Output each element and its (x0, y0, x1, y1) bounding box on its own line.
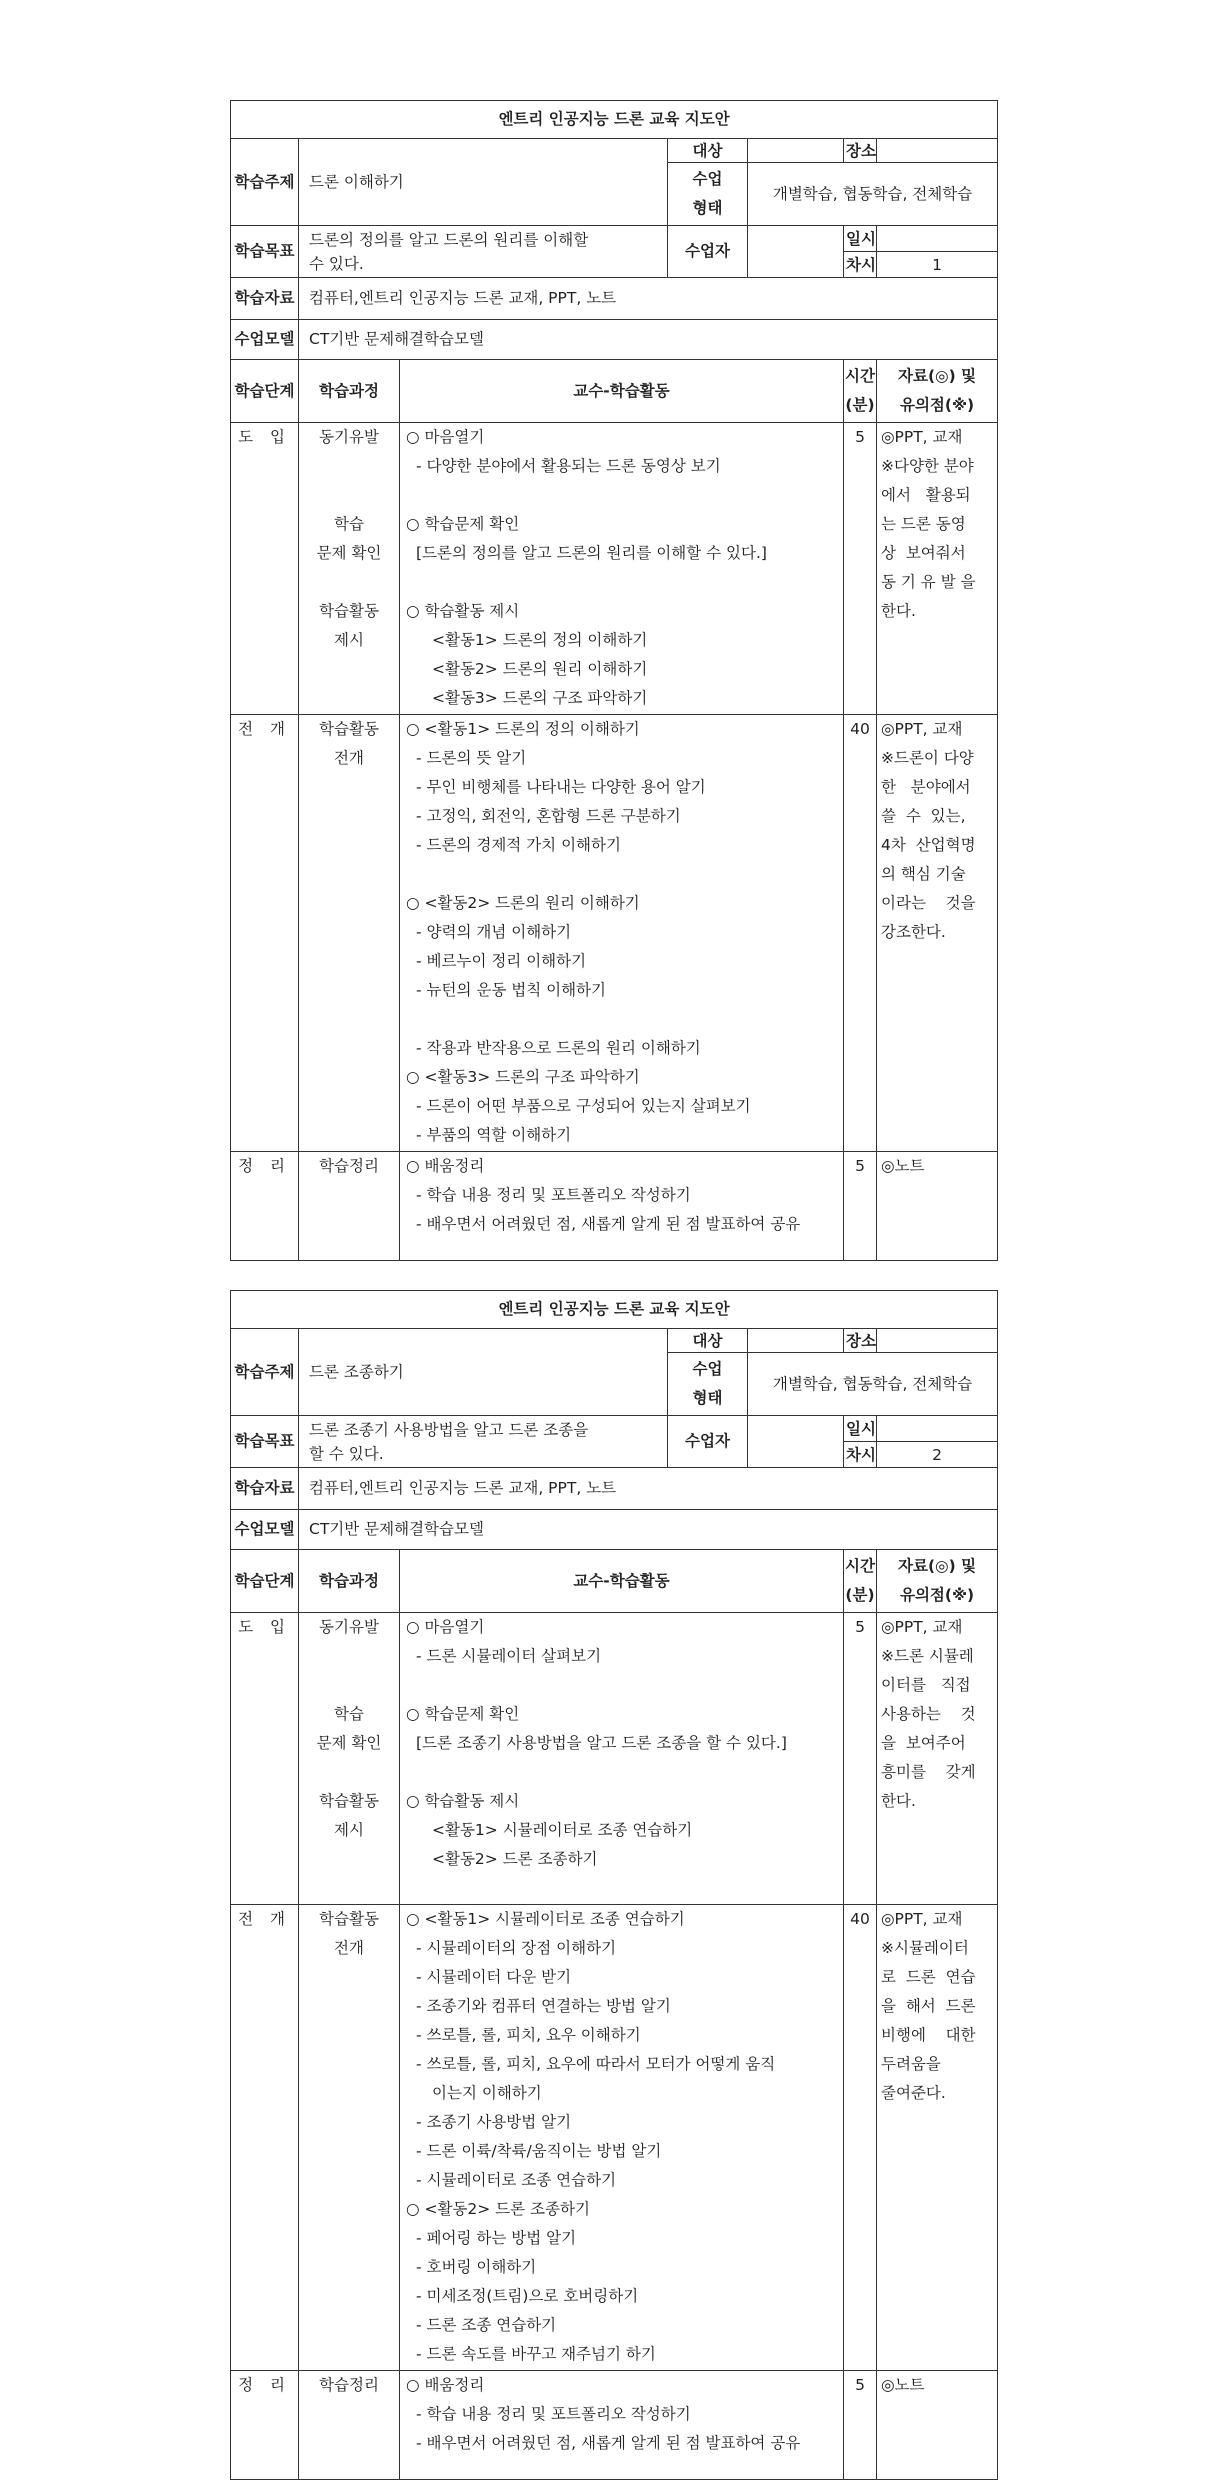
activity-line: - 드론의 경제적 가치 이해하기 (416, 836, 621, 854)
activity-line (406, 860, 837, 889)
header-line: (분) (845, 396, 875, 414)
activity-line: - 드론 이륙/착륙/움직이는 방법 알기 (416, 2142, 662, 2160)
place-value (877, 139, 998, 163)
form-label-line: 형태 (692, 199, 723, 217)
process-line (305, 452, 393, 481)
activity-line: ○ <활동1> 시뮬레이터로 조종 연습하기 (406, 1910, 685, 1928)
activity-cell (400, 423, 844, 715)
activity-line: - 학습 내용 정리 및 포트폴리오 작성하기 (416, 2405, 691, 2423)
note-line: 4차 산업혁명 (881, 836, 976, 854)
activity-line: <활동1> 드론의 정의 이해하기 (432, 631, 648, 649)
col-activity-header: 교수-학습활동 (400, 360, 844, 423)
activity-line (406, 1671, 837, 1700)
table-row (231, 1905, 998, 2371)
process-line: 학습활동 (319, 1910, 379, 1928)
note-line: ◎노트 (881, 1157, 925, 1175)
lesson-plan-table (230, 1290, 998, 2480)
activity-line: - 시뮬레이터의 장점 이해하기 (416, 1939, 617, 1957)
activity-line: - 다양한 분야에서 활용되는 드론 동영상 보기 (416, 457, 721, 475)
notes-cell (877, 1152, 998, 1261)
note-line: 비행에 대한 (881, 2026, 976, 2044)
note-line: 줄여준다. (881, 2084, 946, 2102)
session-label: 차시 (844, 1442, 877, 1468)
lesson-plan-2 (230, 1290, 997, 2480)
activity-line: [드론의 정의를 알고 드론의 원리를 이해할 수 있다.] (416, 544, 767, 562)
note-line: 쓸 수 있는, (881, 807, 966, 825)
activity-line: - 베르누이 정리 이해하기 (416, 952, 587, 970)
col-process-header: 학습과정 (299, 360, 400, 423)
activity-line: - 조종기와 컴퓨터 연결하는 방법 알기 (416, 1997, 671, 2015)
activity-line: <활동1> 시뮬레이터로 조종 연습하기 (432, 1821, 693, 1839)
note-line: 강조한다. (881, 923, 946, 941)
process-cell (299, 1905, 400, 2371)
note-line: 사용하는 것 (881, 1705, 976, 1723)
col-process-header: 학습과정 (299, 1550, 400, 1613)
process-line: 문제 확인 (316, 544, 382, 562)
note-line: 한다. (881, 1792, 916, 1810)
activity-line: - 배우면서 어려웠던 점, 새롭게 알게 된 점 발표하여 공유 (416, 1215, 801, 1233)
process-line: 학습활동 (319, 720, 379, 738)
activity-line: - 드론의 뜻 알기 (416, 749, 527, 767)
notes-cell (877, 715, 998, 1152)
process-line: 전개 (334, 749, 364, 767)
process-line: 학습활동 (319, 1792, 379, 1810)
stage-cell: 도 입 (231, 1613, 299, 1905)
process-line: 전개 (334, 1939, 364, 1957)
note-line: 흥미를 갖게 (881, 1763, 976, 1781)
teacher-label: 수업자 (668, 1416, 748, 1468)
note-line: ◎PPT, 교재 (881, 428, 963, 446)
process-cell (299, 2371, 400, 2480)
header-line: 자료(◎) 및 (898, 367, 977, 385)
stage-cell: 도 입 (231, 423, 299, 715)
model-label: 수업모델 (231, 320, 299, 360)
target-value (748, 1329, 844, 1353)
note-line: ※시뮬레이터 (881, 1939, 969, 1957)
activity-line: <활동3> 드론의 구조 파악하기 (432, 689, 648, 707)
goal-value (299, 226, 668, 278)
stage-cell: 전 개 (231, 1905, 299, 2371)
goal-value (299, 1416, 668, 1468)
note-line: 이라는 것을 (881, 894, 976, 912)
note-line: 로 드론 연습 (881, 1968, 976, 1986)
time-cell: 40 (844, 715, 877, 1152)
note-line: 한다. (881, 602, 916, 620)
process-cell (299, 1613, 400, 1905)
table-row (231, 2371, 998, 2480)
header-line: 유의점(※) (899, 396, 975, 414)
process-line (305, 1758, 393, 1787)
time-cell: 5 (844, 1613, 877, 1905)
process-line: 제시 (334, 1821, 364, 1839)
stage-cell: 전 개 (231, 715, 299, 1152)
process-line (305, 1671, 393, 1700)
activity-line: - 드론이 어떤 부품으로 구성되어 있는지 살펴보기 (416, 1097, 751, 1115)
activity-line: ○ <활동2> 드론의 원리 이해하기 (406, 894, 640, 912)
note-line: 에서 활용되 (881, 486, 971, 504)
goal-label: 학습목표 (231, 1416, 299, 1468)
target-label: 대상 (668, 1329, 748, 1353)
goal-line: 드론 조종기 사용방법을 알고 드론 조종을 (309, 1420, 589, 1439)
date-label: 일시 (844, 1416, 877, 1442)
time-cell: 5 (844, 2371, 877, 2480)
process-line (305, 568, 393, 597)
form-label-line: 형태 (692, 1389, 723, 1407)
activity-line: - 드론 조종 연습하기 (416, 2316, 557, 2334)
activity-line: - 드론 속도를 바꾸고 재주넘기 하기 (416, 2345, 656, 2363)
header-line: 시간 (845, 1557, 875, 1575)
activity-cell (400, 1152, 844, 1261)
col-time-header (844, 1550, 877, 1613)
activity-line: - 시뮬레이터로 조종 연습하기 (416, 2171, 617, 2189)
activity-line: <활동2> 드론 조종하기 (432, 1850, 598, 1868)
activity-line: ○ 학습활동 제시 (406, 602, 520, 620)
plan-title: 엔트리 인공지능 드론 교육 지도안 (231, 101, 998, 139)
activity-line: - 학습 내용 정리 및 포트폴리오 작성하기 (416, 1186, 691, 1204)
form-label (668, 1353, 748, 1416)
process-line: 동기유발 (319, 1618, 379, 1636)
note-line: ◎PPT, 교재 (881, 720, 963, 738)
date-value (877, 226, 998, 252)
activity-line: - 페어링 하는 방법 알기 (416, 2229, 577, 2247)
note-line: ◎PPT, 교재 (881, 1618, 963, 1636)
model-value: CT기반 문제해결학습모델 (299, 320, 998, 360)
activity-line: <활동2> 드론의 원리 이해하기 (432, 660, 648, 678)
activity-line (406, 1874, 837, 1903)
process-line (305, 481, 393, 510)
form-label (668, 163, 748, 226)
activity-line: ○ 배움정리 (406, 2376, 485, 2394)
activity-cell (400, 715, 844, 1152)
form-label-line: 수업 (692, 170, 723, 188)
time-cell: 5 (844, 1152, 877, 1261)
goal-line: 드론의 정의를 알고 드론의 원리를 이해할 (309, 230, 589, 249)
activity-line: ○ 학습활동 제시 (406, 1792, 520, 1810)
activity-line: ○ <활동3> 드론의 구조 파악하기 (406, 1068, 640, 1086)
notes-cell (877, 2371, 998, 2480)
activity-line: - 무인 비행체를 나타내는 다양한 용어 알기 (416, 778, 706, 796)
subject-label: 학습주제 (231, 1329, 299, 1416)
note-line: ◎노트 (881, 2376, 925, 2394)
activity-line: ○ <활동2> 드론 조종하기 (406, 2200, 590, 2218)
col-activity-header: 교수-학습활동 (400, 1550, 844, 1613)
target-value (748, 139, 844, 163)
target-label: 대상 (668, 139, 748, 163)
activity-line: [드론 조종기 사용방법을 알고 드론 조종을 할 수 있다.] (416, 1734, 787, 1752)
note-line: ※다양한 분야 (881, 457, 974, 475)
table-row (231, 715, 998, 1152)
teacher-value (748, 226, 844, 278)
activity-line (406, 481, 837, 510)
activity-line: - 작용과 반작용으로 드론의 원리 이해하기 (416, 1039, 701, 1057)
process-line (305, 655, 393, 684)
activity-cell (400, 2371, 844, 2480)
process-line: 제시 (334, 631, 364, 649)
materials-value: 컴퓨터,엔트리 인공지능 드론 교재, PPT, 노트 (299, 1468, 998, 1510)
activity-cell (400, 1613, 844, 1905)
form-label-line: 수업 (692, 1360, 723, 1378)
activity-line: ○ <활동1> 드론의 정의 이해하기 (406, 720, 640, 738)
note-line: 두려움을 (881, 2055, 941, 2073)
note-line: 이터를 직접 (881, 1676, 971, 1694)
process-cell (299, 423, 400, 715)
process-line (305, 684, 393, 713)
place-label: 장소 (844, 1329, 877, 1353)
subject-label: 학습주제 (231, 139, 299, 226)
note-line: ※드론 시뮬레 (881, 1647, 974, 1665)
process-cell (299, 715, 400, 1152)
col-stage-header: 학습단계 (231, 360, 299, 423)
note-line: ※드론이 다양 (881, 749, 974, 767)
process-line: 학습정리 (319, 2376, 379, 2394)
process-line: 학습활동 (319, 602, 379, 620)
time-cell: 5 (844, 423, 877, 715)
activity-line: - 고정익, 회전익, 혼합형 드론 구분하기 (416, 807, 681, 825)
activity-line: ○ 학습문제 확인 (406, 515, 520, 533)
time-cell: 40 (844, 1905, 877, 2371)
activity-line: - 시뮬레이터 다운 받기 (416, 1968, 572, 1986)
note-line: ◎PPT, 교재 (881, 1910, 963, 1928)
activity-line: ○ 마음열기 (406, 1618, 485, 1636)
process-line: 학습정리 (319, 1157, 379, 1175)
process-line (305, 1874, 393, 1903)
plan-title: 엔트리 인공지능 드론 교육 지도안 (231, 1291, 998, 1329)
place-label: 장소 (844, 139, 877, 163)
header-line: 유의점(※) (899, 1586, 975, 1604)
stage-cell: 정 리 (231, 2371, 299, 2480)
note-line: 의 핵심 기술 (881, 865, 966, 883)
activity-line: - 쓰로틀, 롤, 피치, 요우 이해하기 (416, 2026, 641, 2044)
activity-line: ○ 학습문제 확인 (406, 1705, 520, 1723)
materials-value: 컴퓨터,엔트리 인공지능 드론 교재, PPT, 노트 (299, 278, 998, 320)
goal-label: 학습목표 (231, 226, 299, 278)
activity-cell (400, 1905, 844, 2371)
table-row (231, 1152, 998, 1261)
process-line (305, 1642, 393, 1671)
materials-label: 학습자료 (231, 278, 299, 320)
lesson-plan-table (230, 100, 998, 1261)
date-value (877, 1416, 998, 1442)
activity-line: - 드론 시뮬레이터 살펴보기 (416, 1647, 602, 1665)
header-line: (분) (845, 1586, 875, 1604)
notes-cell (877, 1905, 998, 2371)
teacher-label: 수업자 (668, 226, 748, 278)
col-notes-header (877, 360, 998, 423)
notes-cell (877, 1613, 998, 1905)
col-stage-header: 학습단계 (231, 1550, 299, 1613)
activity-line: - 부품의 역할 이해하기 (416, 1126, 572, 1144)
stage-cell: 정 리 (231, 1152, 299, 1261)
activity-line: ○ 마음열기 (406, 428, 485, 446)
form-value: 개별학습, 협동학습, 전체학습 (748, 163, 998, 226)
process-line: 동기유발 (319, 428, 379, 446)
goal-line: 수 있다. (309, 254, 364, 273)
subject-value: 드론 조종하기 (299, 1329, 668, 1416)
session-value: 1 (877, 252, 998, 278)
form-value: 개별학습, 협동학습, 전체학습 (748, 1353, 998, 1416)
note-line: 상 보여줘서 (881, 544, 966, 562)
table-row (231, 423, 998, 715)
activity-line: 이는지 이해하기 (432, 2084, 542, 2102)
activity-line: ○ 배움정리 (406, 1157, 485, 1175)
activity-line: - 뉴턴의 운동 법칙 이해하기 (416, 981, 607, 999)
subject-value: 드론 이해하기 (299, 139, 668, 226)
col-notes-header (877, 1550, 998, 1613)
header-line: 시간 (845, 367, 875, 385)
activity-line: - 양력의 개념 이해하기 (416, 923, 572, 941)
goal-line: 할 수 있다. (309, 1444, 384, 1463)
process-line: 학습 (334, 515, 364, 533)
materials-label: 학습자료 (231, 1468, 299, 1510)
note-line: 동 기 유 발 을 (881, 573, 976, 591)
table-row (231, 1613, 998, 1905)
process-cell (299, 1152, 400, 1261)
activity-line: - 배우면서 어려웠던 점, 새롭게 알게 된 점 발표하여 공유 (416, 2434, 801, 2452)
place-value (877, 1329, 998, 1353)
teacher-value (748, 1416, 844, 1468)
session-value: 2 (877, 1442, 998, 1468)
col-time-header (844, 360, 877, 423)
note-line: 을 보여주어 (881, 1734, 966, 1752)
date-label: 일시 (844, 226, 877, 252)
process-line (305, 1845, 393, 1874)
note-line: 을 해서 드론 (881, 1997, 976, 2015)
note-line: 는 드론 동영 (881, 515, 966, 533)
activity-line (406, 568, 837, 597)
session-label: 차시 (844, 252, 877, 278)
notes-cell (877, 423, 998, 715)
activity-line: - 미세조정(트림)으로 호버링하기 (416, 2287, 639, 2305)
header-line: 자료(◎) 및 (898, 1557, 977, 1575)
activity-line: - 쓰로틀, 롤, 피치, 요우에 따라서 모터가 어떻게 움직 (416, 2055, 776, 2073)
lesson-plan-1 (230, 100, 997, 1261)
process-line: 학습 (334, 1705, 364, 1723)
activity-line: - 조종기 사용방법 알기 (416, 2113, 572, 2131)
model-label: 수업모델 (231, 1510, 299, 1550)
activity-line (406, 1758, 837, 1787)
note-line: 한 분야에서 (881, 778, 971, 796)
activity-line (406, 1005, 837, 1034)
process-line: 문제 확인 (316, 1734, 382, 1752)
activity-line: - 호버링 이해하기 (416, 2258, 537, 2276)
model-value: CT기반 문제해결학습모델 (299, 1510, 998, 1550)
